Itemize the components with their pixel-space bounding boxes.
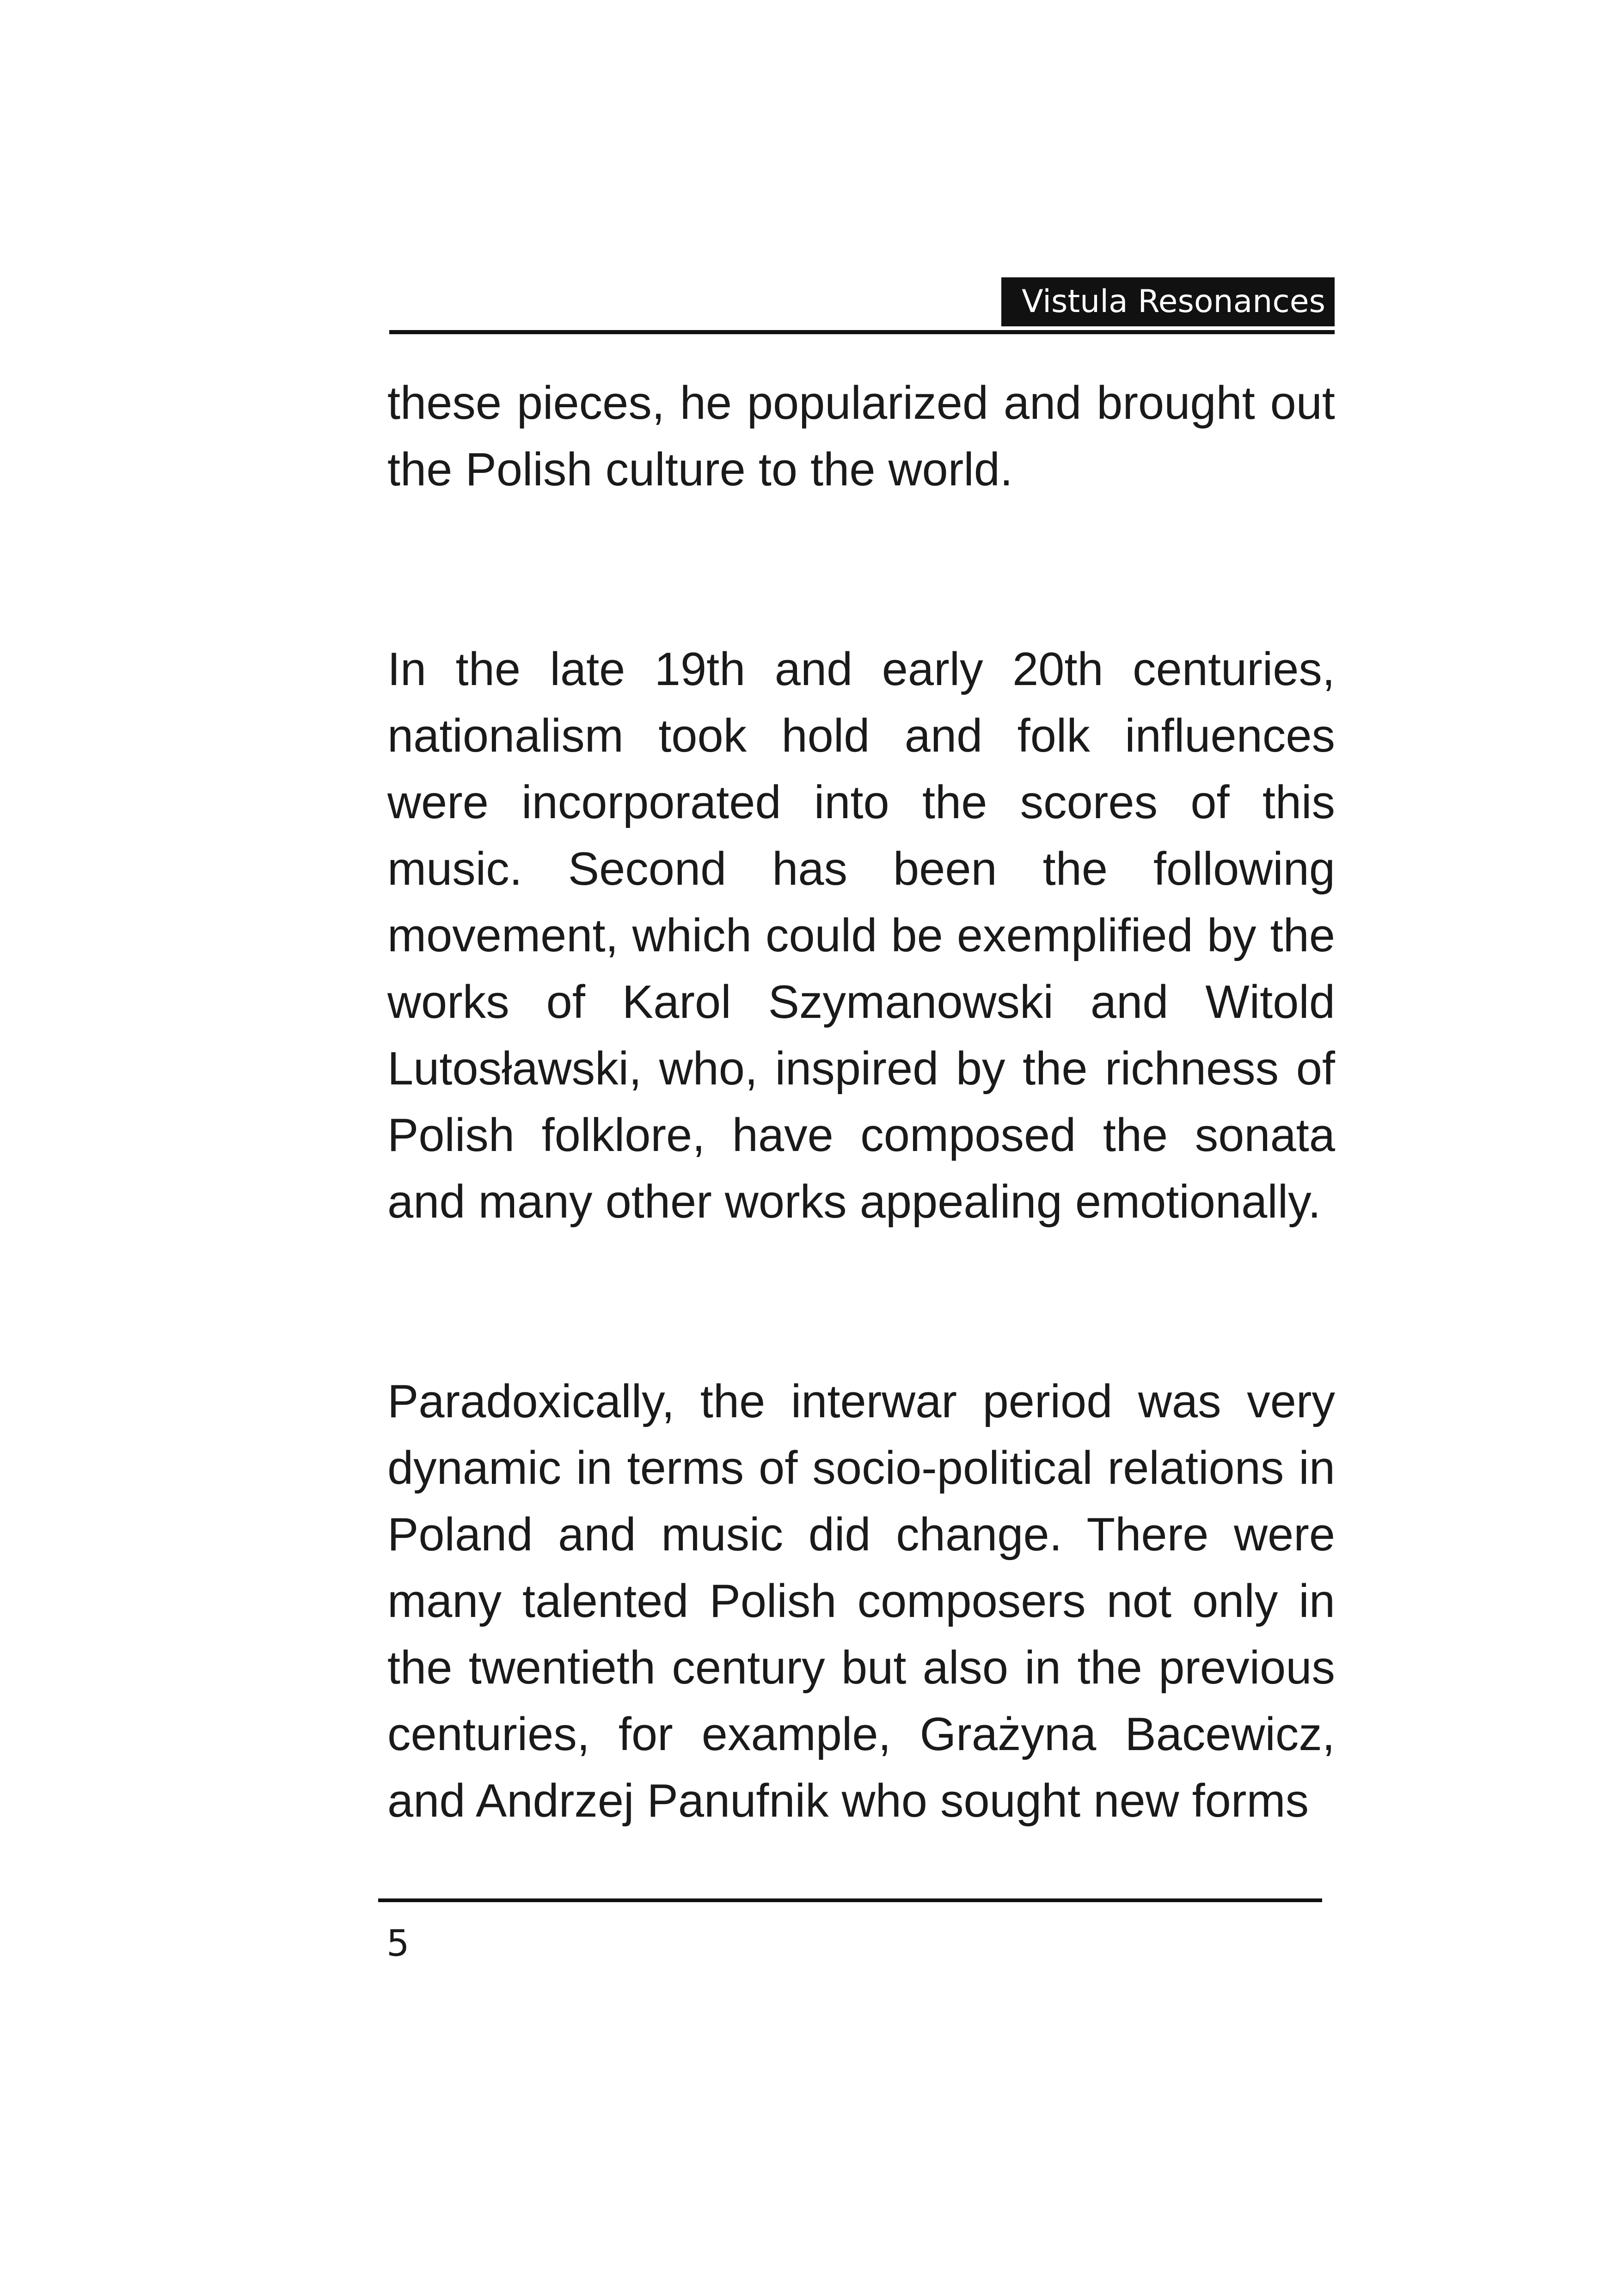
footer-divider [378,1898,1322,1902]
page-number: 5 [386,1923,410,1965]
body-text [387,370,1335,1834]
header-divider [389,330,1335,334]
paragraph: In the late 19th and early 20th centuries, nationalism took hold and folk influences were incorporated into the scores of this music. Second has been the following movement, which could be exemplified by the works of Karol Szymanowski and Witold Lutosławski, who, inspired by the richness of Polish folklore, have composed the sonata and many other works appealing emotionally. [387,643,1335,1228]
paragraph: these pieces, he popularized and brought out the Polish culture to the world. [387,377,1335,496]
running-header-label: Vistula Resonances [1001,277,1335,326]
paragraph: Paradoxically, the interwar period was very dynamic in terms of socio-political relations in Poland and music did change. There were many talented Polish composers not only in the twentieth century but also in the previous centuries, for example, Grażyna Bacewicz, and Andrzej Panufnik who sought new forms [387,1376,1335,1827]
